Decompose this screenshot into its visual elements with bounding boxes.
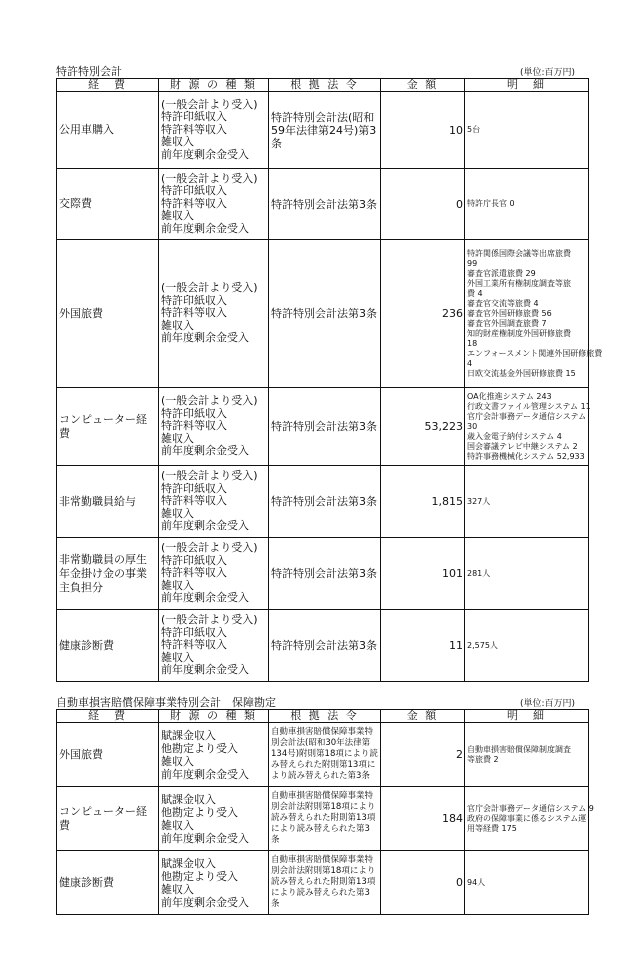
source-cell: (一般会計より受入) 特許印紙収入 特許料等収入 雑収入 前年度剰余金受入 xyxy=(159,92,269,169)
amount-cell: 11 xyxy=(381,610,465,682)
law-cell: 特許特別会計法第3条 xyxy=(269,466,381,538)
expense-cell: 外国旅費 xyxy=(57,723,159,787)
expense-cell: 健康診断費 xyxy=(57,610,159,682)
expense-cell: コンピューター経費 xyxy=(57,388,159,466)
amount-cell: 236 xyxy=(381,240,465,388)
header-amount: 金 額 xyxy=(381,710,465,723)
detail-cell: 5台 xyxy=(465,92,589,169)
expense-cell: 公用車購入 xyxy=(57,92,159,169)
law-cell: 特許特別会計法第3条 xyxy=(269,240,381,388)
detail-cell: 327人 xyxy=(465,466,589,538)
source-cell: (一般会計より受入) 特許印紙収入 特許料等収入 雑収入 前年度剰余金受入 xyxy=(159,466,269,538)
amount-cell: 10 xyxy=(381,92,465,169)
amount-cell: 101 xyxy=(381,538,465,610)
table-row xyxy=(57,538,589,610)
header-source: 財 源 の 種 類 xyxy=(159,710,269,723)
law-cell: 特許特別会計法第3条 xyxy=(269,388,381,466)
law-cell: 特許特別会計法第3条 xyxy=(269,610,381,682)
detail-cell: OA化推進システム 243 行政文書ファイル管理システム 11 官庁会計事務データ通信システム 30 歳入金電子納付システム 4 国会審議テレビ中継システム 2 特許事務機械化システム 52,933 xyxy=(465,388,589,466)
detail-cell: 官庁会計事務データ通信システム 9 政府の保障事業に係るシステム運 用等経費 175 xyxy=(465,787,589,851)
amount-cell: 53,223 xyxy=(381,388,465,466)
law-cell: 自動車損害賠償保障事業特別会計法附則第18項により読み替えられた附則第13項により読み替えられた第3条 xyxy=(269,787,381,851)
section1-title: 特許特別会計 xyxy=(56,65,122,78)
table-header-row xyxy=(57,710,589,723)
amount-cell: 184 xyxy=(381,787,465,851)
source-cell: (一般会計より受入) 特許印紙収入 特許料等収入 雑収入 前年度剰余金受入 xyxy=(159,538,269,610)
header-law: 根 拠 法 令 xyxy=(269,79,381,92)
expense-cell: 非常勤職員給与 xyxy=(57,466,159,538)
source-cell: (一般会計より受入) 特許印紙収入 特許料等収入 雑収入 前年度剰余金受入 xyxy=(159,169,269,240)
detail-cell: 特許庁長官 0 xyxy=(465,169,589,240)
table-row xyxy=(57,388,589,466)
law-cell: 特許特別会計法第3条 xyxy=(269,538,381,610)
header-amount: 金 額 xyxy=(381,79,465,92)
amount-cell: 0 xyxy=(381,169,465,240)
table-row xyxy=(57,92,589,169)
header-detail: 明 細 xyxy=(465,710,589,723)
table-row xyxy=(57,610,589,682)
law-cell: 自動車損害賠償保障事業特別会計法附則第18項により読み替えられた附則第13項により読み替えられた第3条 xyxy=(269,851,381,915)
table-row xyxy=(57,851,589,915)
source-cell: (一般会計より受入) 特許印紙収入 特許料等収入 雑収入 前年度剰余金受入 xyxy=(159,240,269,388)
source-cell: (一般会計より受入) 特許印紙収入 特許料等収入 雑収入 前年度剰余金受入 xyxy=(159,610,269,682)
amount-cell: 2 xyxy=(381,723,465,787)
detail-cell: 自動車損害賠償保障制度調査 等旅費 2 xyxy=(465,723,589,787)
header-source: 財 源 の 種 類 xyxy=(159,79,269,92)
source-cell: 賦課金収入 他勘定より受入 雑収入 前年度剰余金受入 xyxy=(159,787,269,851)
law-cell: 特許特別会計法第3条 xyxy=(269,169,381,240)
header-detail: 明 細 xyxy=(465,79,589,92)
table-row xyxy=(57,240,589,388)
section2-unit: (単位:百万円) xyxy=(520,699,576,709)
detail-cell: 281人 xyxy=(465,538,589,610)
source-cell: 賦課金収入 他勘定より受入 雑収入 前年度剰余金受入 xyxy=(159,723,269,787)
detail-cell: 94人 xyxy=(465,851,589,915)
table-row xyxy=(57,723,589,787)
source-cell: 賦課金収入 他勘定より受入 雑収入 前年度剰余金受入 xyxy=(159,851,269,915)
expense-cell: 交際費 xyxy=(57,169,159,240)
special-account-table xyxy=(56,78,603,682)
source-cell: (一般会計より受入) 特許印紙収入 特許料等収入 雑収入 前年度剰余金受入 xyxy=(159,388,269,466)
expense-cell: 外国旅費 xyxy=(57,240,159,388)
table-row xyxy=(57,466,589,538)
amount-cell: 1,815 xyxy=(381,466,465,538)
amount-cell: 0 xyxy=(381,851,465,915)
header-law: 根 拠 法 令 xyxy=(269,710,381,723)
expense-cell: 非常勤職員の厚生年金掛け金の事業主負担分 xyxy=(57,538,159,610)
detail-cell: 2,575人 xyxy=(465,610,589,682)
expense-cell: 健康診断費 xyxy=(57,851,159,915)
table-row xyxy=(57,787,589,851)
table-row xyxy=(57,169,589,240)
section1-unit: (単位:百万円) xyxy=(520,68,576,78)
auto-liability-table xyxy=(56,709,594,915)
detail-cell: 特許関係国際会議等出席旅費 99 審査官派遣旅費 29 外国工業所有権制度調査等旅 費 4 審査官交流等旅費 4 審査官外国研修旅費 56 審査官外国調査旅費 7 知的財産権制度外国研修旅費 18 エンフォースメント関連外国研修旅費 4 日欧交流基金外国研修旅費 15 xyxy=(465,240,589,388)
law-cell: 特許特別会計法(昭和59年法律第24号)第3条 xyxy=(269,92,381,169)
header-expense: 経 費 xyxy=(57,79,159,92)
law-cell: 自動車損害賠償保障事業特別会計法(昭和30年法律第134号)附則第18項により読み替えられた附則第13項により読み替えられた第3条 xyxy=(269,723,381,787)
section2-title: 自動車損害賠償保障事業特別会計 保障勘定 xyxy=(56,696,276,709)
table-header-row xyxy=(57,79,589,92)
header-expense: 経 費 xyxy=(57,710,159,723)
expense-cell: コンピューター経費 xyxy=(57,787,159,851)
